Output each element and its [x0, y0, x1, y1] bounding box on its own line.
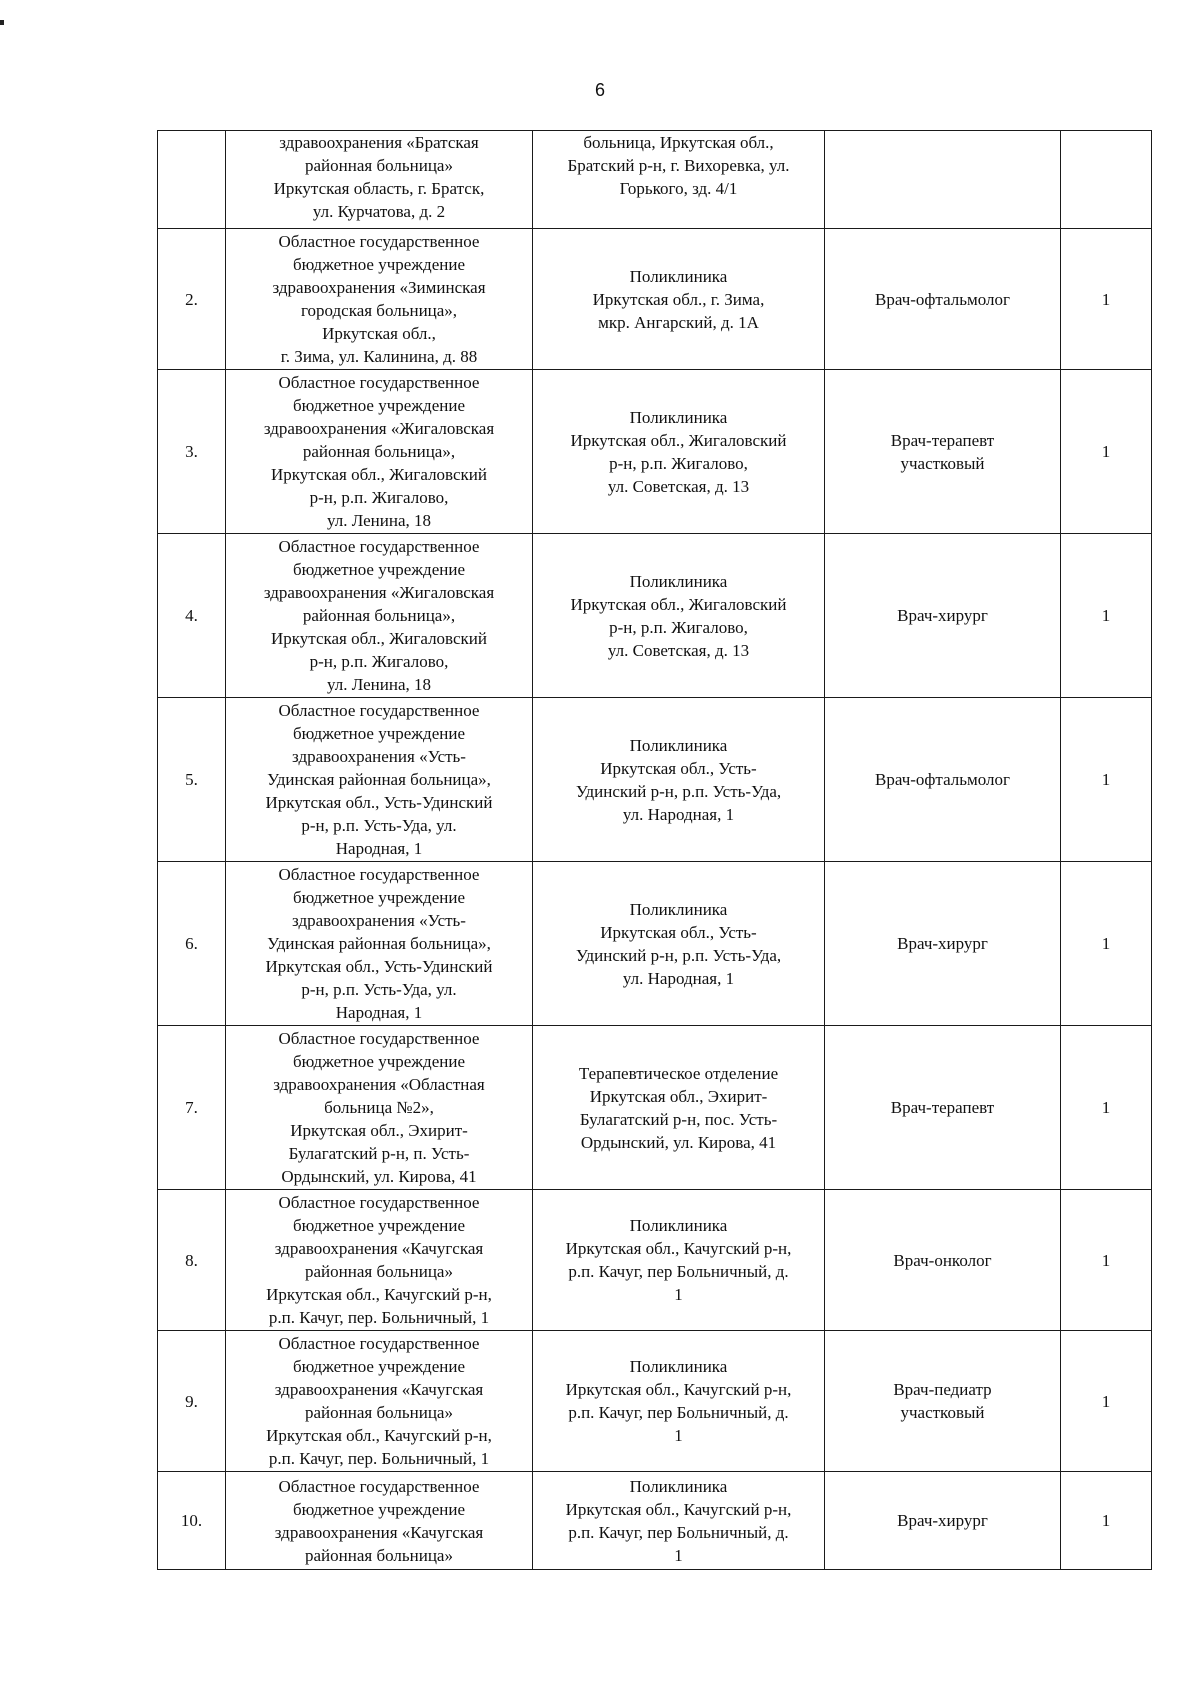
count-cell: 1: [1061, 698, 1152, 862]
row-number-cell: 4.: [158, 534, 226, 698]
count-cell: 1: [1061, 862, 1152, 1026]
count-cell: 1: [1061, 229, 1152, 370]
row-number-cell: 8.: [158, 1190, 226, 1331]
table-row: [158, 862, 1152, 1026]
row-number-cell: 6.: [158, 862, 226, 1026]
row-number-cell: 7.: [158, 1026, 226, 1190]
location-cell: Поликлиника Иркутская обл., Усть- Удинский р-н, р.п. Усть-Уда, ул. Народная, 1: [533, 698, 825, 862]
position-cell: Врач-терапевт: [825, 1026, 1061, 1190]
table-row: [158, 229, 1152, 370]
row-number-cell: 5.: [158, 698, 226, 862]
location-cell: Поликлиника Иркутская обл., Качугский р-н, р.п. Качуг, пер Больничный, д. 1: [533, 1190, 825, 1331]
table-row: [158, 1190, 1152, 1331]
row-number-cell: 9.: [158, 1331, 226, 1472]
position-cell: Врач-онколог: [825, 1190, 1061, 1331]
scan-mark: [0, 20, 4, 25]
count-cell: 1: [1061, 1190, 1152, 1331]
location-cell: Поликлиника Иркутская обл., Качугский р-н, р.п. Качуг, пер Больничный, д. 1: [533, 1472, 825, 1570]
position-cell: Врач-терапевт участковый: [825, 370, 1061, 534]
location-cell: Поликлиника Иркутская обл., г. Зима, мкр. Ангарский, д. 1А: [533, 229, 825, 370]
location-cell: больница, Иркутская обл., Братский р-н, г. Вихоревка, ул. Горького, зд. 4/1: [533, 131, 825, 229]
table-row: [158, 534, 1152, 698]
position-cell: Врач-хирург: [825, 1472, 1061, 1570]
organization-cell: Областное государственное бюджетное учреждение здравоохранения «Зиминская городская больница», Иркутская обл., г. Зима, ул. Калинина, д. 88: [226, 229, 533, 370]
organization-cell: Областное государственное бюджетное учреждение здравоохранения «Качугская районная больница»: [226, 1472, 533, 1570]
organization-cell: Областное государственное бюджетное учреждение здравоохранения «Жигаловская районная больница», Иркутская обл., Жигаловский р-н, р.п. Жигалово, ул. Ленина, 18: [226, 534, 533, 698]
location-cell: Терапевтическое отделение Иркутская обл., Эхирит- Булагатский р-н, пос. Усть- Ордынский, ул. Кирова, 41: [533, 1026, 825, 1190]
table-row: [158, 1331, 1152, 1472]
position-cell: Врач-педиатр участковый: [825, 1331, 1061, 1472]
table-row: [158, 131, 1152, 229]
location-cell: Поликлиника Иркутская обл., Усть- Удинский р-н, р.п. Усть-Уда, ул. Народная, 1: [533, 862, 825, 1026]
position-cell: [825, 131, 1061, 229]
organization-cell: Областное государственное бюджетное учреждение здравоохранения «Качугская районная больница» Иркутская обл., Качугский р-н, р.п. Качуг, пер. Больничный, 1: [226, 1190, 533, 1331]
position-cell: Врач-офтальмолог: [825, 229, 1061, 370]
count-cell: 1: [1061, 1026, 1152, 1190]
count-cell: 1: [1061, 1472, 1152, 1570]
row-number-cell: [158, 131, 226, 229]
count-cell: 1: [1061, 1331, 1152, 1472]
position-cell: Врач-хирург: [825, 862, 1061, 1026]
location-cell: Поликлиника Иркутская обл., Жигаловский р-н, р.п. Жигалово, ул. Советская, д. 13: [533, 534, 825, 698]
location-cell: Поликлиника Иркутская обл., Качугский р-н, р.п. Качуг, пер Больничный, д. 1: [533, 1331, 825, 1472]
table-row: [158, 1026, 1152, 1190]
position-cell: Врач-офтальмолог: [825, 698, 1061, 862]
row-number-cell: 2.: [158, 229, 226, 370]
page-number: 6: [594, 80, 605, 100]
vacancy-table: [157, 130, 1152, 1570]
position-cell: Врач-хирург: [825, 534, 1061, 698]
location-cell: Поликлиника Иркутская обл., Жигаловский р-н, р.п. Жигалово, ул. Советская, д. 13: [533, 370, 825, 534]
count-cell: [1061, 131, 1152, 229]
organization-cell: Областное государственное бюджетное учреждение здравоохранения «Усть- Удинская районная больница», Иркутская обл., Усть-Удинский р-н, р.п. Усть-Уда, ул. Народная, 1: [226, 698, 533, 862]
organization-cell: Областное государственное бюджетное учреждение здравоохранения «Качугская районная больница» Иркутская обл., Качугский р-н, р.п. Качуг, пер. Больничный, 1: [226, 1331, 533, 1472]
organization-cell: Областное государственное бюджетное учреждение здравоохранения «Усть- Удинская районная больница», Иркутская обл., Усть-Удинский р-н, р.п. Усть-Уда, ул. Народная, 1: [226, 862, 533, 1026]
count-cell: 1: [1061, 370, 1152, 534]
count-cell: 1: [1061, 534, 1152, 698]
row-number-cell: 10.: [158, 1472, 226, 1570]
table-row: [158, 1472, 1152, 1570]
table-row: [158, 370, 1152, 534]
organization-cell: Областное государственное бюджетное учреждение здравоохранения «Жигаловская районная больница», Иркутская обл., Жигаловский р-н, р.п. Жигалово, ул. Ленина, 18: [226, 370, 533, 534]
row-number-cell: 3.: [158, 370, 226, 534]
organization-cell: здравоохранения «Братская районная больница» Иркутская область, г. Братск, ул. Курчатова, д. 2: [226, 131, 533, 229]
organization-cell: Областное государственное бюджетное учреждение здравоохранения «Областная больница №2», Иркутская обл., Эхирит- Булагатский р-н, п. Усть- Ордынский, ул. Кирова, 41: [226, 1026, 533, 1190]
table-row: [158, 698, 1152, 862]
